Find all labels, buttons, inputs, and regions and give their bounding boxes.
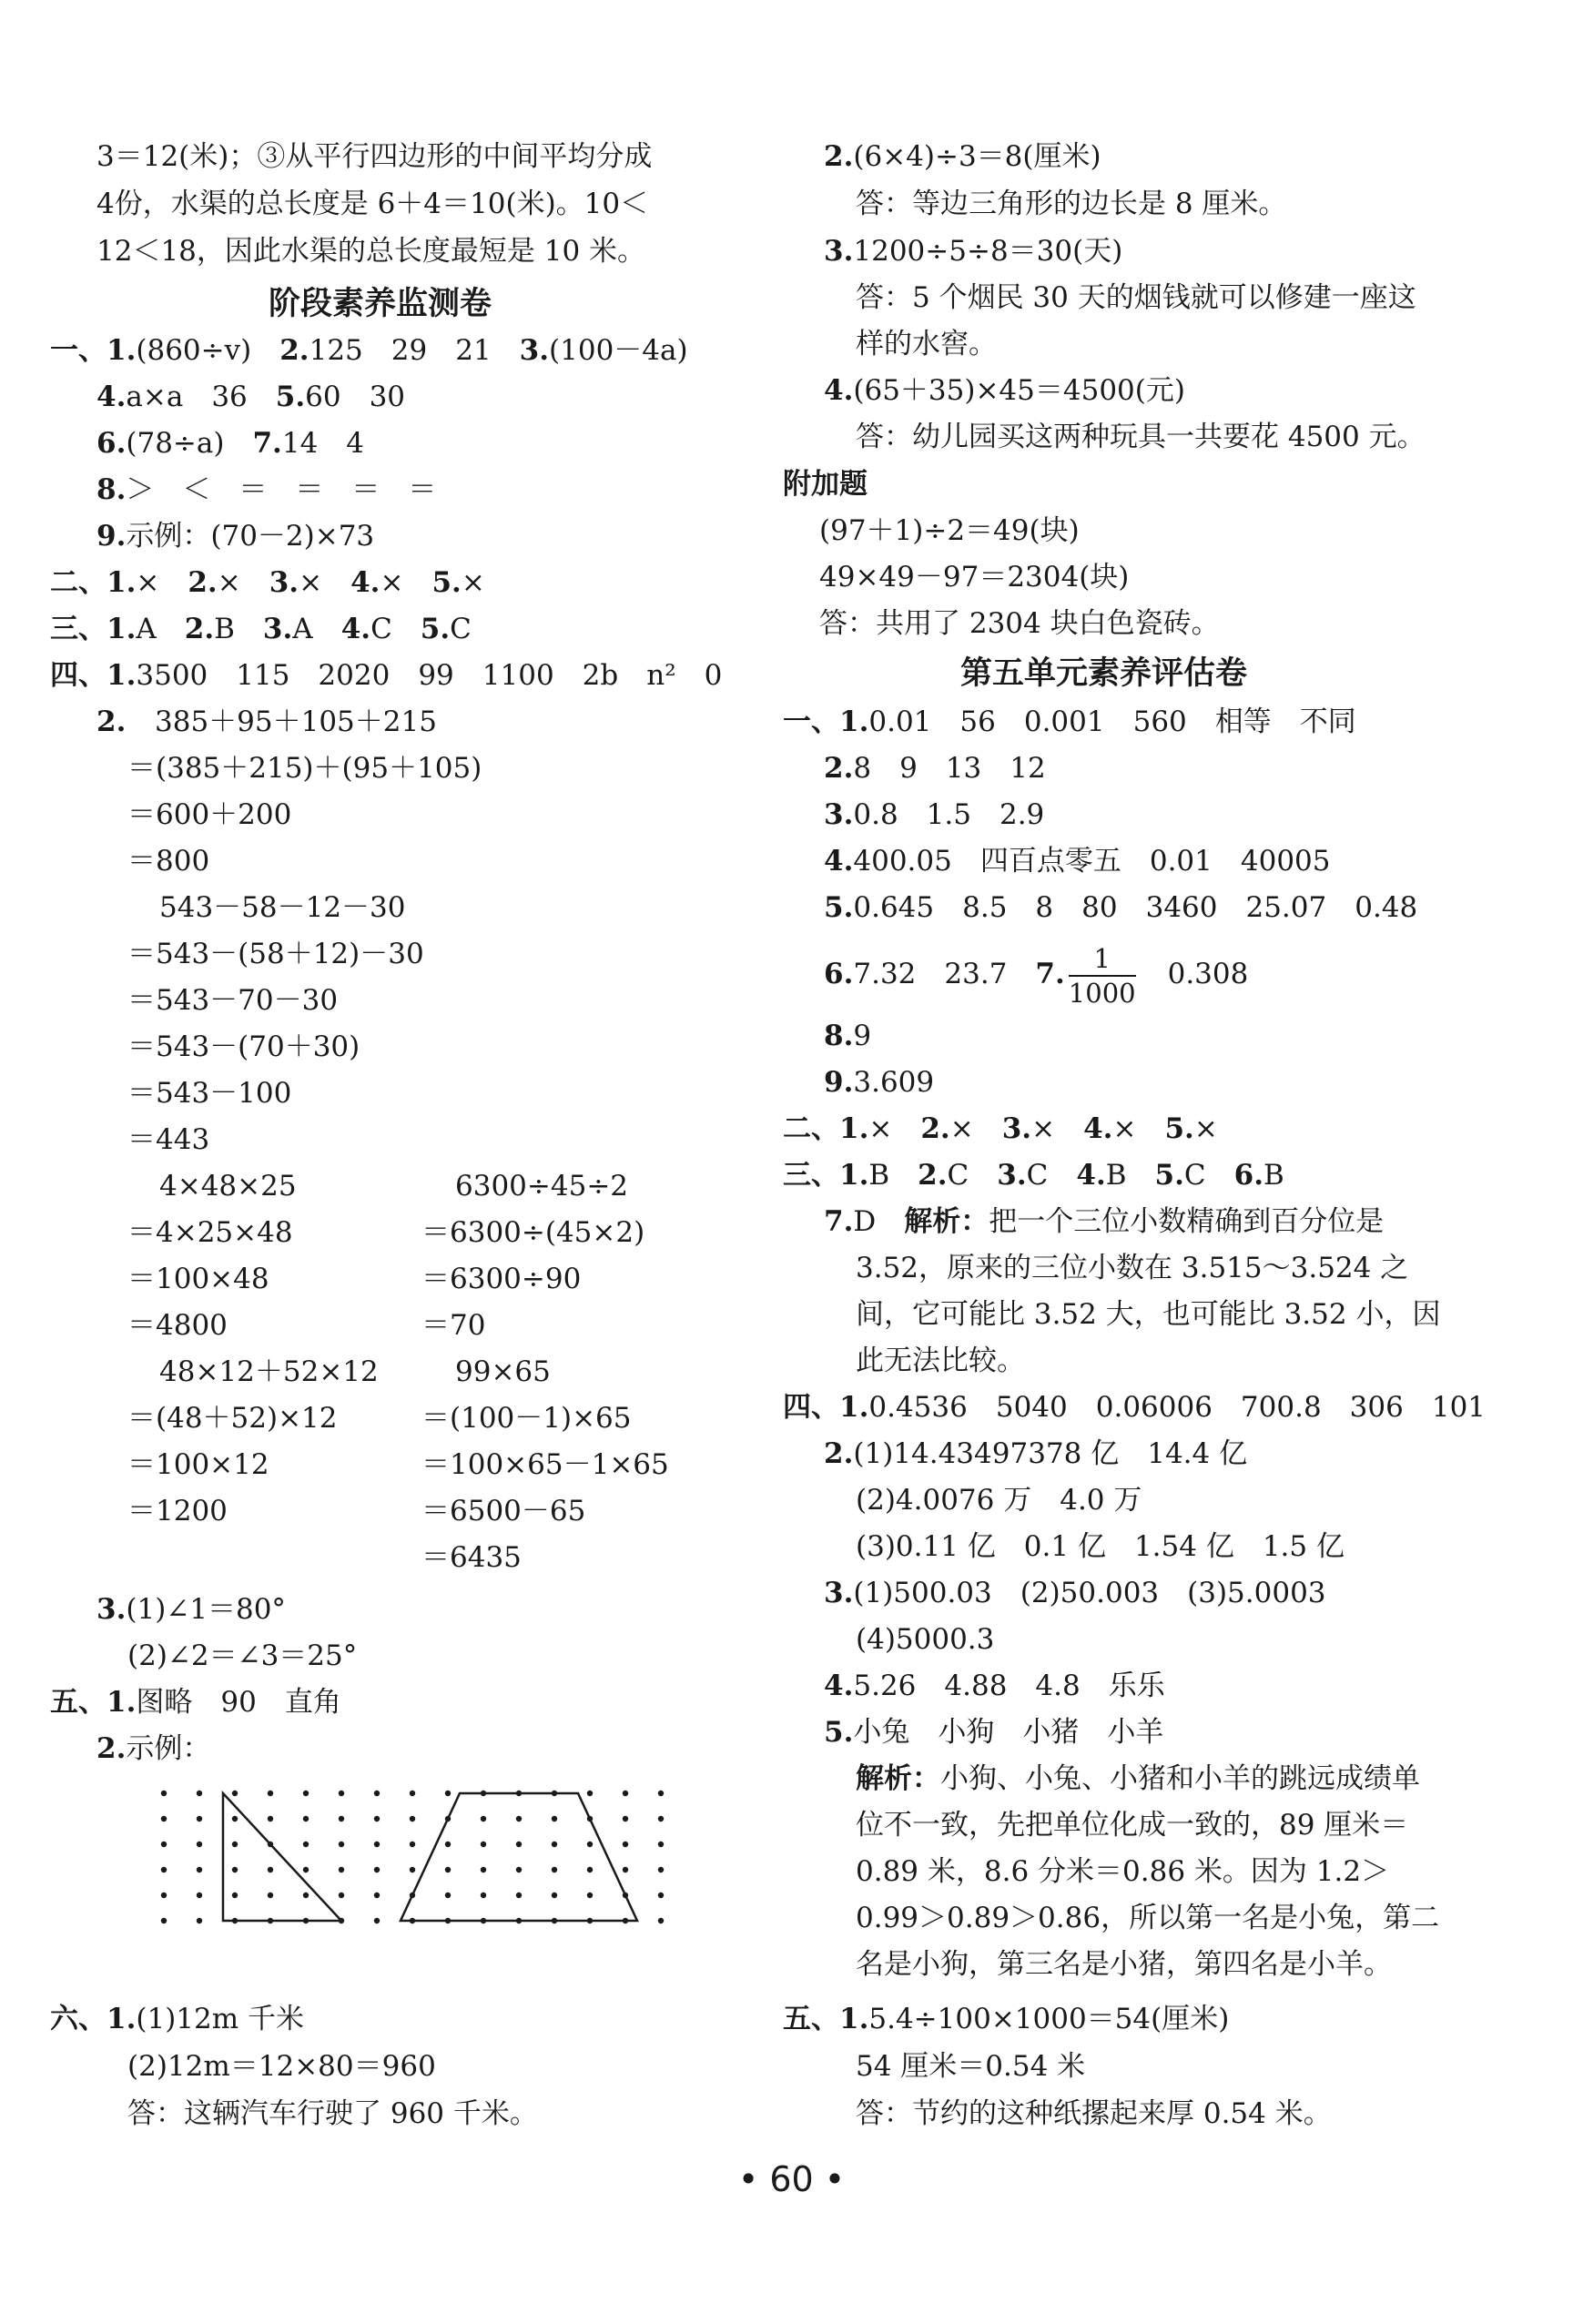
answer-row: 3.52，原来的三位小数在 3.515～3.524 之 — [856, 1252, 1409, 1284]
grid-dot — [410, 1816, 415, 1822]
answer-text: (1)14.43497378 亿 14.4 亿 — [853, 1437, 1248, 1470]
calc-line: ＝800 — [127, 845, 210, 878]
grid-dot — [232, 1893, 238, 1898]
answer-row-5-2 — [96, 1730, 210, 1767]
grid-dot — [552, 1893, 557, 1898]
question-number: 7. — [252, 427, 282, 460]
answer-row: 答：5 个烟民 30 天的烟钱就可以修建一座这 — [856, 281, 1416, 314]
question-number: 4. — [1076, 1159, 1106, 1192]
grid-dot — [268, 1816, 273, 1822]
answer-row-1-9 — [96, 518, 374, 554]
answer-row — [824, 1064, 934, 1101]
grid-dot — [516, 1867, 522, 1872]
calc-line: ＝(48＋52)×12 — [127, 1402, 338, 1435]
question-number: 5. — [824, 1716, 854, 1749]
calc-line: 4×48×25 — [159, 1170, 297, 1203]
calc-line: ＝100×48 — [127, 1263, 269, 1295]
answer-row — [824, 843, 1330, 879]
question-number: 3. — [96, 1593, 127, 1626]
fraction-numerator: 1 — [1069, 942, 1136, 977]
answer-row — [824, 1714, 1163, 1751]
dot-grid-figure — [146, 1780, 692, 1980]
part-label: 五、 — [50, 1686, 107, 1719]
calc-line: ＝100×12 — [127, 1448, 269, 1481]
answer-row-6-1 — [50, 2001, 304, 2037]
answer-text: 3500 115 2020 99 1100 2b n² 0 — [136, 659, 723, 692]
answer-text: C — [370, 613, 392, 645]
question-number: 4. — [1083, 1112, 1113, 1145]
answer-text: (6×4)÷3＝8(厘米) — [853, 140, 1101, 173]
grid-dot — [303, 1791, 309, 1796]
question-number: 9. — [824, 1066, 854, 1099]
answer-row-1-1 — [50, 332, 688, 369]
answer-text: 14 4 — [281, 427, 365, 460]
answer-row: 0.89 米，8.6 分米＝0.86 米。因为 1.2＞ — [856, 1855, 1390, 1888]
answer-row — [824, 372, 1185, 409]
question-number: 4. — [824, 1669, 854, 1702]
triangle-figure — [223, 1793, 341, 1921]
answer-text: × — [217, 566, 241, 599]
calc-line: ＝543－100 — [127, 1077, 292, 1110]
question-number: 3. — [824, 798, 854, 831]
fraction-denominator: 1000 — [1068, 977, 1136, 1009]
part-label: 六、 — [50, 2003, 107, 2035]
grid-dot — [374, 1893, 380, 1898]
grid-dot — [197, 1918, 202, 1923]
answer-row: 54 厘米＝0.54 米 — [856, 2050, 1086, 2083]
part-label: 三、 — [50, 613, 107, 645]
answer-row — [824, 1203, 1384, 1240]
answer-text: A — [292, 613, 313, 645]
grid-dot — [232, 1816, 238, 1822]
intro-line-3: 12＜18，因此水渠的总长度最短是 10 米。 — [96, 235, 646, 268]
section-title-unit-five: 第五单元素养评估卷 — [960, 655, 1248, 692]
answer-text: 0.01 56 0.001 560 相等 不同 — [868, 705, 1356, 738]
grid-dot — [587, 1791, 593, 1796]
grid-dot — [268, 1791, 273, 1796]
answer-row — [824, 889, 1417, 926]
calc-line: ＝600＋200 — [127, 798, 292, 831]
question-number: 4. — [96, 381, 127, 413]
answer-text: 5.4÷100×1000＝54(厘米) — [868, 2003, 1230, 2035]
grid-dot — [658, 1918, 664, 1923]
grid-dot — [445, 1893, 451, 1898]
answer-text: 0.8 1.5 2.9 — [853, 798, 1045, 831]
grid-dot — [374, 1918, 380, 1923]
calc-line: ＝70 — [421, 1309, 486, 1342]
grid-dot — [161, 1791, 167, 1796]
grid-dot — [374, 1816, 380, 1822]
answer-text: B — [868, 1159, 890, 1192]
answer-text: C — [947, 1159, 969, 1192]
part-label: 一、 — [783, 705, 839, 738]
section-title-stage-test: 阶段素养监测卷 — [269, 286, 492, 322]
grid-dot — [658, 1791, 664, 1796]
question-number: 2. — [824, 752, 854, 785]
answer-row: 间，它可能比 3.52 大，也可能比 3.52 小，因 — [856, 1298, 1441, 1331]
grid-dot — [623, 1816, 628, 1822]
part-label: 五、 — [783, 2003, 839, 2035]
grid-dot — [623, 1791, 628, 1796]
grid-dot — [481, 1867, 486, 1872]
answer-text: 示例： — [126, 1732, 211, 1765]
answer-text: C — [450, 613, 472, 645]
answer-row: 此无法比较。 — [856, 1345, 1025, 1377]
answer-row: 名是小狗，第三名是小猪，第四名是小羊。 — [856, 1948, 1392, 1981]
answer-text: C — [1026, 1159, 1049, 1192]
question-number: 1. — [107, 566, 137, 599]
answer-row: (3)0.11 亿 0.1 亿 1.54 亿 1.5 亿 — [856, 1530, 1345, 1563]
grid-dot — [374, 1842, 380, 1847]
answer-row — [783, 704, 1356, 740]
answer-row-4-1 — [50, 657, 722, 694]
answer-text: B — [214, 613, 235, 645]
grid-dot — [658, 1867, 664, 1872]
answer-row — [824, 750, 1046, 787]
answer-row — [824, 138, 1101, 175]
grid-dot — [161, 1842, 167, 1847]
answer-text: (1)12m 千米 — [136, 2003, 304, 2035]
calc-line: ＝6300÷90 — [421, 1263, 582, 1295]
calc-line: 48×12＋52×12 — [159, 1355, 379, 1388]
grid-dot — [339, 1842, 344, 1847]
question-number: 6. — [1233, 1159, 1264, 1192]
answer-text: 图略 90 直角 — [136, 1686, 341, 1719]
answer-text: (65＋35)×45＝4500(元) — [853, 374, 1185, 407]
answer-row-1-6 — [96, 425, 364, 462]
calc-line: ＝(100－1)×65 — [421, 1402, 632, 1435]
part-label: 四、 — [50, 659, 107, 692]
answer-text: (78÷a) — [126, 427, 225, 460]
answer-text: C — [1183, 1159, 1206, 1192]
answer-row: (97＋1)÷2＝49(块) — [819, 514, 1080, 547]
grid-dot — [232, 1791, 238, 1796]
grid-dot — [303, 1893, 309, 1898]
calc-line: ＝4800 — [127, 1309, 228, 1342]
answer-row — [824, 1668, 1165, 1704]
question-number: 8. — [824, 1020, 854, 1052]
grid-dot — [552, 1867, 557, 1872]
grid-dot — [374, 1867, 380, 1872]
grid-dot — [587, 1893, 593, 1898]
answer-row — [783, 2001, 1229, 2037]
part-label: 二、 — [783, 1112, 839, 1145]
answer-row-4-3 — [96, 1591, 286, 1628]
calc-line: 6300÷45÷2 — [455, 1170, 629, 1203]
answer-text: 3.609 — [853, 1066, 935, 1099]
grid-dot — [232, 1867, 238, 1872]
grid-dot — [339, 1816, 344, 1822]
answer-row — [824, 1436, 1247, 1472]
grid-dot — [410, 1867, 415, 1872]
answer-text: B — [1105, 1159, 1127, 1192]
bonus-heading: 附加题 — [783, 468, 868, 501]
question-number: 1. — [839, 1391, 869, 1424]
grid-dot — [552, 1816, 557, 1822]
answer-text: 60 30 — [305, 381, 406, 413]
question-number: 1. — [107, 334, 137, 367]
question-number: 3. — [1001, 1112, 1032, 1145]
answer-text: B — [1263, 1159, 1284, 1192]
grid-dot — [587, 1842, 593, 1847]
question-number: 9. — [96, 520, 127, 553]
grid-dot — [161, 1816, 167, 1822]
question-number: 5. — [1154, 1159, 1184, 1192]
grid-dot — [658, 1816, 664, 1822]
grid-dot — [587, 1867, 593, 1872]
grid-dot — [197, 1893, 202, 1898]
grid-dot — [623, 1867, 628, 1872]
answer-row — [824, 1018, 871, 1054]
question-number: 2. — [96, 1732, 127, 1765]
trapezoid-figure — [401, 1793, 637, 1921]
grid-dot — [445, 1867, 451, 1872]
question-number: 4. — [340, 613, 371, 645]
answer-row: (2)4.0076 万 4.0 万 — [856, 1484, 1142, 1517]
answer-text: 9 — [853, 1020, 872, 1052]
question-number: 3. — [824, 1577, 854, 1609]
answer-text: × — [136, 566, 160, 599]
answer-row — [783, 1389, 1486, 1426]
calc-line: 543－58－12－30 — [159, 891, 406, 924]
calc-line: ＝100×65－1×65 — [421, 1448, 669, 1481]
grid-dot — [374, 1791, 380, 1796]
answer-text: (1)∠1＝80° — [126, 1593, 286, 1626]
answer-text: 5.26 4.88 4.8 乐乐 — [853, 1669, 1165, 1702]
grid-dot — [197, 1791, 202, 1796]
answer-text: × — [299, 566, 323, 599]
grid-dot — [481, 1816, 486, 1822]
question-number: 5. — [824, 891, 854, 924]
grid-dot — [516, 1816, 522, 1822]
answer-row: 位不一致，先把单位化成一致的，89 厘米＝ — [856, 1809, 1409, 1842]
answer-row — [783, 1111, 1218, 1147]
answer-text: 0.645 8.5 8 80 3460 25.07 0.48 — [853, 891, 1418, 924]
grid-dot — [481, 1893, 486, 1898]
grid-dot — [197, 1842, 202, 1847]
grid-dot — [445, 1842, 451, 1847]
question-number: 2. — [918, 1159, 948, 1192]
grid-dot — [197, 1816, 202, 1822]
calc-line: ＝443 — [127, 1123, 210, 1156]
answer-text: 1200÷5÷8＝30(天) — [853, 235, 1123, 268]
answer-row-1-4 — [96, 379, 405, 415]
answer-text: (1)500.03 (2)50.003 (3)5.0003 — [853, 1577, 1326, 1609]
question-number: 3. — [269, 566, 299, 599]
question-number: 4. — [350, 566, 381, 599]
answer-row — [824, 797, 1044, 833]
calc-line: 385＋95＋105＋215 — [155, 705, 437, 738]
calc-line: ＝543－(70＋30) — [127, 1030, 360, 1063]
intro-line-1: 3＝12(米)；③从平行四边形的中间平均分成 — [96, 140, 653, 173]
answer-text: 0.4536 5040 0.06006 700.8 306 101 — [868, 1391, 1487, 1424]
question-number: 2. — [279, 334, 309, 367]
question-number: 1. — [107, 1686, 137, 1719]
question-number: 1. — [839, 2003, 869, 2035]
grid-dot — [339, 1867, 344, 1872]
answer-row: 49×49－97＝2304(块) — [819, 561, 1130, 594]
grid-dot — [232, 1842, 238, 1847]
answer-text: ＞ ＜ ＝ ＝ ＝ ＝ — [126, 473, 437, 506]
answer-text: 0.308 — [1167, 958, 1249, 990]
answer-row — [783, 1157, 1284, 1193]
question-number: 1. — [107, 613, 137, 645]
question-number: 6. — [824, 958, 854, 990]
page-number: • 60 • — [737, 2159, 846, 2199]
grid-dot — [161, 1893, 167, 1898]
answer-row-6-2: (2)12m＝12×80＝960 — [127, 2050, 436, 2083]
grid-dot — [339, 1893, 344, 1898]
question-number: 4. — [824, 374, 854, 407]
question-number: 6. — [96, 427, 127, 460]
answer-row-5-1 — [50, 1684, 341, 1720]
grid-dot — [410, 1842, 415, 1847]
analysis-label: 解析： — [904, 1205, 989, 1238]
calc-line: ＝543－(58＋12)－30 — [127, 938, 424, 970]
calc-line: 99×65 — [455, 1355, 551, 1388]
part-label: 四、 — [783, 1391, 839, 1424]
answer-row-4-3-2: (2)∠2＝∠3＝25° — [127, 1639, 358, 1672]
question-number: 5. — [431, 566, 462, 599]
answer-row: 答：节约的这种纸摞起来厚 0.54 米。 — [856, 2097, 1332, 2130]
question-number: 1. — [839, 1112, 869, 1145]
calc-line: ＝4×25×48 — [127, 1216, 293, 1249]
answer-text: (860÷v) — [136, 334, 252, 367]
answer-row-3 — [50, 611, 472, 647]
question-number: 7. — [1035, 958, 1065, 990]
grid-dot — [161, 1918, 167, 1923]
calc-line: ＝(385＋215)＋(95＋105) — [127, 752, 482, 785]
answer-text: × — [1031, 1112, 1056, 1145]
calc-line: ＝6500－65 — [421, 1495, 586, 1527]
answer-row — [824, 1575, 1326, 1611]
grid-dot — [516, 1893, 522, 1898]
grid-dot — [303, 1842, 309, 1847]
answer-row-1-8 — [96, 472, 436, 508]
answer-text: 400.05 四百点零五 0.01 40005 — [853, 845, 1331, 878]
calc-line: ＝6300÷(45×2) — [421, 1216, 645, 1249]
answer-row-4-2-label — [96, 704, 126, 740]
answer-row: 答：等边三角形的边长是 8 厘米。 — [856, 188, 1287, 220]
answer-text: × — [380, 566, 404, 599]
question-number: 7. — [824, 1205, 854, 1238]
answer-row — [856, 1761, 1420, 1797]
answer-text: × — [949, 1112, 974, 1145]
question-number: 2. — [96, 705, 127, 738]
fraction — [1069, 942, 1136, 1010]
answer-text: 125 29 21 — [309, 334, 492, 367]
answer-text: A — [136, 613, 157, 645]
grid-dot — [552, 1842, 557, 1847]
calc-line: ＝1200 — [127, 1495, 228, 1527]
question-number: 3. — [262, 613, 293, 645]
answer-row — [824, 233, 1122, 269]
question-number: 3. — [519, 334, 550, 367]
grid-dot — [268, 1867, 273, 1872]
answer-row: (4)5000.3 — [856, 1623, 995, 1656]
answer-row: 0.99＞0.89＞0.86，所以第一名是小兔，第二 — [856, 1902, 1440, 1934]
answer-row: 样的水窖。 — [856, 328, 997, 360]
answer-row-6-3: 答：这辆汽车行驶了 960 千米。 — [127, 2097, 538, 2130]
question-number: 8. — [96, 473, 127, 506]
question-number: 4. — [824, 845, 854, 878]
answer-row: 答：幼儿园买这两种玩具一共要花 4500 元。 — [856, 421, 1426, 453]
answer-text: a×a 36 — [126, 381, 248, 413]
grid-dot — [197, 1867, 202, 1872]
answer-text: × — [1112, 1112, 1137, 1145]
answer-row-2 — [50, 564, 485, 601]
question-number: 3. — [997, 1159, 1027, 1192]
answer-text: (100－4a) — [549, 334, 688, 367]
answer-text: 小兔 小狗 小猪 小羊 — [853, 1716, 1164, 1749]
answer-row — [824, 938, 1248, 1010]
answer-text: × — [868, 1112, 893, 1145]
answer-text: 8 9 13 12 — [853, 752, 1046, 785]
answer-text: 小狗、小兔、小猪和小羊的跳远成绩单 — [940, 1762, 1420, 1795]
answer-text: × — [461, 566, 485, 599]
intro-line-2: 4份，水渠的总长度是 6＋4＝10(米)。10＜ — [96, 188, 649, 220]
answer-text: × — [1193, 1112, 1218, 1145]
grid-dot — [303, 1816, 309, 1822]
question-number: 2. — [184, 613, 215, 645]
question-number: 1. — [839, 705, 869, 738]
question-number: 5. — [420, 613, 451, 645]
part-label: 一、 — [50, 334, 107, 367]
question-number: 1. — [839, 1159, 869, 1192]
question-number: 2. — [824, 140, 854, 173]
answer-text: 把一个三位小数精确到百分位是 — [989, 1205, 1385, 1238]
grid-dot — [161, 1867, 167, 1872]
answer-text: D — [853, 1205, 877, 1238]
question-number: 1. — [107, 659, 137, 692]
answer-text: 7.32 23.7 — [853, 958, 1008, 990]
grid-dot — [303, 1867, 309, 1872]
question-number: 2. — [188, 566, 218, 599]
grid-dot — [658, 1893, 664, 1898]
question-number: 5. — [275, 381, 306, 413]
answer-text: 示例：(70－2)×73 — [126, 520, 375, 553]
question-number: 3. — [824, 235, 854, 268]
grid-dot — [481, 1842, 486, 1847]
grid-dot — [516, 1842, 522, 1847]
question-number: 5. — [1164, 1112, 1194, 1145]
question-number: 2. — [824, 1437, 854, 1470]
answer-row: 答：共用了 2304 块白色瓷砖。 — [819, 607, 1220, 640]
grid-dot — [623, 1842, 628, 1847]
grid-dot — [339, 1791, 344, 1796]
grid-dot — [410, 1791, 415, 1796]
grid-dot — [445, 1791, 451, 1796]
calc-line: ＝6435 — [421, 1541, 522, 1574]
grid-dot — [268, 1893, 273, 1898]
grid-dot — [658, 1842, 664, 1847]
part-label: 二、 — [50, 566, 107, 599]
part-label: 三、 — [783, 1159, 839, 1192]
analysis-label: 解析： — [856, 1762, 940, 1795]
question-number: 2. — [920, 1112, 950, 1145]
question-number: 1. — [107, 2003, 137, 2035]
calc-line: ＝543－70－30 — [127, 984, 339, 1017]
